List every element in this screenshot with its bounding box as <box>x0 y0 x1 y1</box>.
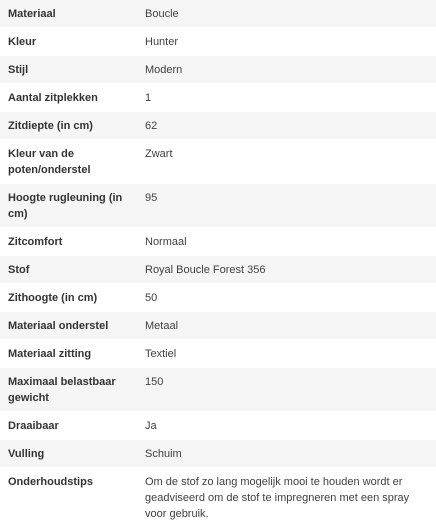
spec-value: 62 <box>137 112 436 140</box>
spec-label: Aantal zitplekken <box>0 84 137 112</box>
spec-label: Vulling <box>0 440 137 468</box>
spec-value: Zwart <box>137 140 436 184</box>
spec-row-draaibaar <box>0 412 436 440</box>
spec-label: Zithoogte (in cm) <box>0 284 137 312</box>
spec-label: Stijl <box>0 56 137 84</box>
spec-row-onderhoudstips <box>0 468 436 528</box>
spec-value: Om de stof zo lang mogelijk mooi te houden wordt er geadviseerd om de stof te impregneren met een spray voor gebruik. <box>137 468 436 528</box>
spec-value: Hunter <box>137 28 436 56</box>
spec-row-zitdiepte <box>0 112 436 140</box>
spec-label: Maximaal belastbaar gewicht <box>0 368 137 412</box>
spec-row-hoogte-rugleuning <box>0 184 436 228</box>
spec-label: Zitdiepte (in cm) <box>0 112 137 140</box>
spec-label: Stof <box>0 256 137 284</box>
spec-label: Draaibaar <box>0 412 137 440</box>
spec-value: Modern <box>137 56 436 84</box>
spec-label: Kleur van de poten/onderstel <box>0 140 137 184</box>
spec-value: Boucle <box>137 0 436 28</box>
spec-label: Materiaal <box>0 0 137 28</box>
spec-value: 1 <box>137 84 436 112</box>
spec-row-vulling <box>0 440 436 468</box>
spec-label: Hoogte rugleuning (in cm) <box>0 184 137 228</box>
spec-row-materiaal-zitting <box>0 340 436 368</box>
spec-label: Onderhoudstips <box>0 468 137 528</box>
spec-value: Metaal <box>137 312 436 340</box>
spec-value: Ja <box>137 412 436 440</box>
spec-value: Textiel <box>137 340 436 368</box>
spec-label: Zitcomfort <box>0 228 137 256</box>
spec-row-materiaal <box>0 0 436 28</box>
spec-label: Materiaal zitting <box>0 340 137 368</box>
spec-row-kleur-poten <box>0 140 436 184</box>
spec-row-zithoogte <box>0 284 436 312</box>
spec-value: Schuim <box>137 440 436 468</box>
spec-value: Normaal <box>137 228 436 256</box>
spec-row-maximaal-belastbaar-gewicht <box>0 368 436 412</box>
spec-value: Royal Boucle Forest 356 <box>137 256 436 284</box>
spec-label: Materiaal onderstel <box>0 312 137 340</box>
spec-row-materiaal-onderstel <box>0 312 436 340</box>
spec-value: 95 <box>137 184 436 228</box>
spec-row-zitcomfort <box>0 228 436 256</box>
spec-row-aantal-zitplekken <box>0 84 436 112</box>
spec-row-stijl <box>0 56 436 84</box>
spec-value: 50 <box>137 284 436 312</box>
spec-row-kleur <box>0 28 436 56</box>
spec-row-stof <box>0 256 436 284</box>
spec-value: 150 <box>137 368 436 412</box>
spec-label: Kleur <box>0 28 137 56</box>
